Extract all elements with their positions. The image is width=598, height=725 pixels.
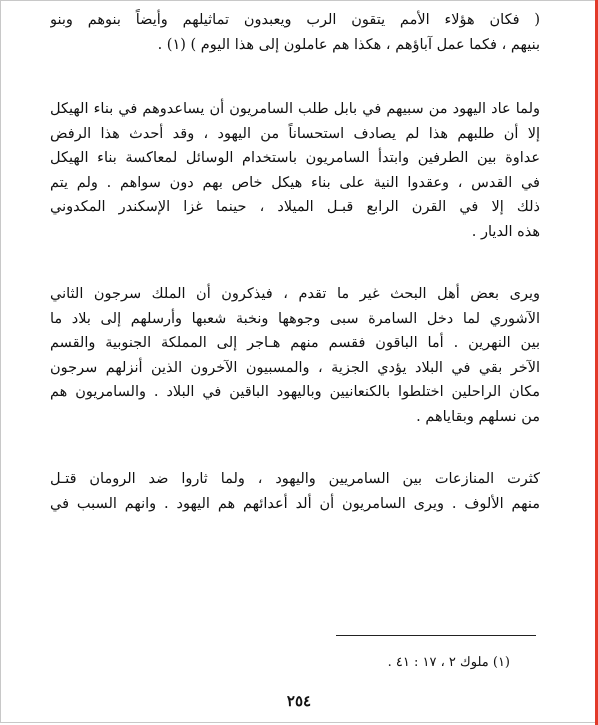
text-line: ويرى بعض أهل البحث غير ما تقدم ، فيذكرون أن الملك سرجون الثاني <box>50 286 540 302</box>
text-line: ( فكان هؤلاء الأمم يتقون الرب ويعبدون تماثيلهم وأيضاً بنوهم وبنو <box>50 12 540 28</box>
text-line: بنيهم ، فكما عمل آباؤهم ، هكذا هم عاملون إلى هذا اليوم ) (١) . <box>157 36 540 53</box>
footnote: (١) ملوك ٢ ، ١٧ : ٤١ . <box>387 655 510 670</box>
text-line: الآشوري لما دخل السامرة سبى وجوهها ونخبة شعبها وأرسلهم إلى بلاد ما <box>50 310 540 327</box>
paragraph-1 <box>50 8 540 57</box>
paragraph-3 <box>50 282 540 429</box>
document-body <box>50 8 540 554</box>
text-line: ذلك إلا في القرن الرابع قبـل الميلاد ، حينما غزا الإسكندر المكدوني <box>50 199 540 215</box>
text-line: مكان الراحلين اختلطوا بالكنعانيين وباليهود الباقين في البلاد . والسامريون هم <box>50 384 540 400</box>
text-line: ولما عاد اليهود من سبيهم في بابل طلب السامريون أن يساعدوهم في بناء الهيكل <box>50 101 540 117</box>
text-line: الآخر بقي في البلاد يؤدي الجزية ، والمسبيون الآخرون الذين أنزلهم سرجون <box>50 359 540 376</box>
text-line: بين النهرين . أما الباقون فقسم منهم هـاجر إلى المملكة الجنوبية والقسم <box>50 335 540 351</box>
text-line: هذه الديار . <box>471 223 540 240</box>
text-line: كثرت المنازعات بين السامريين واليهود ، ولما ثاروا ضد الرومان قتـل <box>50 471 540 487</box>
paragraph-2 <box>50 97 540 244</box>
text-line: إلا أن طلبهم هذا لم يصادف استحساناً من اليهود ، وقد أحدث هذا الرفض <box>50 125 540 142</box>
text-line: عداوة بين الطرفين وابتدأ السامريون باستخدام الوسائل لمعاكسة بناء الهيكل <box>50 150 540 166</box>
text-line: في القدس ، وعقدوا النية على بناء هيكل خاص بهم دون سواهم . ولم يتم <box>50 174 540 191</box>
paragraph-4 <box>50 467 540 516</box>
text-line: منهم الألوف . ويرى السامريون أن ألد أعدائهم هم اليهود . وانهم السبب في <box>50 495 540 512</box>
footnote-divider <box>336 635 536 636</box>
page-number: ٢٥٤ <box>286 692 312 710</box>
text-line: من نسلهم وبقاياهم . <box>416 408 540 425</box>
